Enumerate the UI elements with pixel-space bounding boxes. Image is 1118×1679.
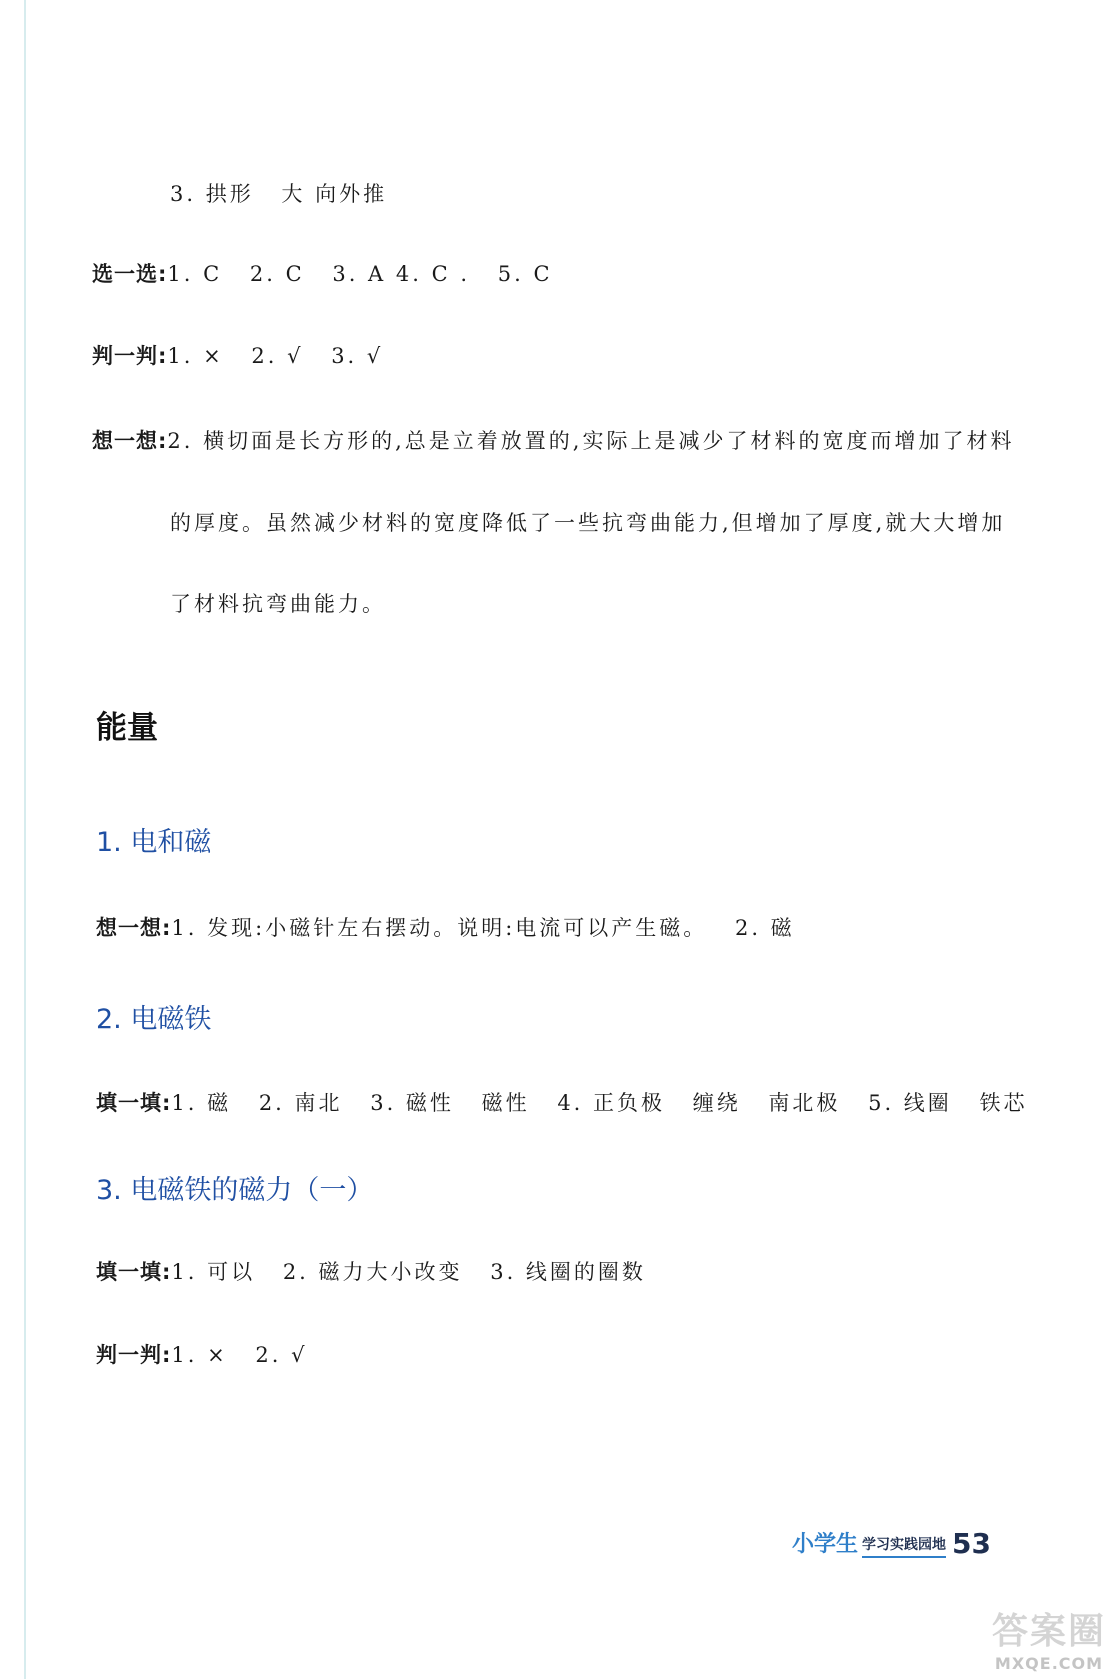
answer-line-lesson1 xyxy=(96,912,795,942)
answer-item: 4. 正负极 xyxy=(557,1091,666,1115)
answer-item: 2. 磁力大小改变 xyxy=(282,1260,463,1284)
answer-text: 的厚度。虽然减少材料的宽度降低了一些抗弯曲能力,但增加了厚度,就大大增加 xyxy=(170,511,1006,535)
page-footer xyxy=(792,1527,991,1558)
series-name: 学习实践园地 xyxy=(862,1534,946,1558)
answer-line-think xyxy=(92,425,1014,455)
answer-line-think-cont xyxy=(170,507,1005,537)
answer-item: 4. C . xyxy=(395,262,471,286)
answer-line-judge xyxy=(92,340,383,370)
watermark-logo: 答案圈 xyxy=(991,1611,1106,1652)
answer-text: 了材料抗弯曲能力。 xyxy=(170,592,386,616)
answer-item: 3. A xyxy=(332,262,387,286)
question-type-label: 判一判: xyxy=(92,344,168,368)
answer-line-lesson2 xyxy=(96,1087,1028,1117)
answer-line-think-cont xyxy=(170,588,386,618)
question-type-label: 想一想: xyxy=(92,429,168,453)
question-type-label: 填一填: xyxy=(96,1260,172,1284)
answer-item: 南北极 xyxy=(768,1091,841,1115)
lesson-title: 1. 电和磁 xyxy=(96,827,212,858)
answer-item: 2. C xyxy=(249,262,305,286)
answer-item: 3. 磁性 xyxy=(370,1091,454,1115)
answer-text: 2. 横切面是长方形的,总是立着放置的,实际上是减少了材料的宽度而增加了材料 xyxy=(167,429,1015,453)
answer-line-lesson3-fill xyxy=(96,1256,646,1286)
answer-item: 1. × xyxy=(167,344,224,368)
answer-item: 1. 发现:小磁针左右摆动。说明:电流可以产生磁。 xyxy=(171,916,708,940)
answer-line-arch xyxy=(170,178,387,208)
answer-item: 1. C xyxy=(167,262,223,286)
answer-item: 5. 线圈 xyxy=(868,1091,952,1115)
question-type-label: 填一填: xyxy=(96,1091,172,1115)
answer-item: 2. 磁 xyxy=(734,916,795,940)
answer-item: 磁性 xyxy=(481,1091,530,1115)
question-type-label: 判一判: xyxy=(96,1343,172,1367)
lesson-title: 2. 电磁铁 xyxy=(96,1004,212,1035)
answer-item: 大 xyxy=(281,182,306,206)
watermark xyxy=(992,1603,1106,1673)
answer-item: 2. √ xyxy=(251,344,304,368)
answer-item: 1. 磁 xyxy=(171,1091,232,1115)
section-title: 能量 xyxy=(96,710,158,746)
answer-item: 1. 可以 xyxy=(171,1260,256,1284)
answer-item: 3. 线圈的圈数 xyxy=(490,1260,646,1284)
question-type-label: 选一选: xyxy=(92,262,168,286)
question-type-label: 想一想: xyxy=(96,916,172,940)
page-number: 53 xyxy=(952,1527,991,1560)
brand-name: 小学生 xyxy=(792,1532,859,1557)
answer-item: 5. C xyxy=(497,262,553,286)
lesson-title: 3. 电磁铁的磁力（一） xyxy=(96,1175,374,1206)
answer-line-choose xyxy=(92,258,553,288)
answer-item: 3. 拱形 xyxy=(170,182,254,206)
answer-item: 铁芯 xyxy=(979,1091,1028,1115)
answer-item: 缠绕 xyxy=(692,1091,741,1115)
answer-item: 3. √ xyxy=(331,344,384,368)
answer-line-lesson3-judge xyxy=(96,1339,308,1369)
answer-item: 1. × xyxy=(171,1343,228,1367)
margin-line xyxy=(24,0,26,1679)
answer-item: 2. √ xyxy=(255,1343,308,1367)
watermark-url: MXQE.COM xyxy=(994,1654,1104,1673)
answer-item: 向外推 xyxy=(315,182,388,206)
answer-item: 2. 南北 xyxy=(258,1091,343,1115)
